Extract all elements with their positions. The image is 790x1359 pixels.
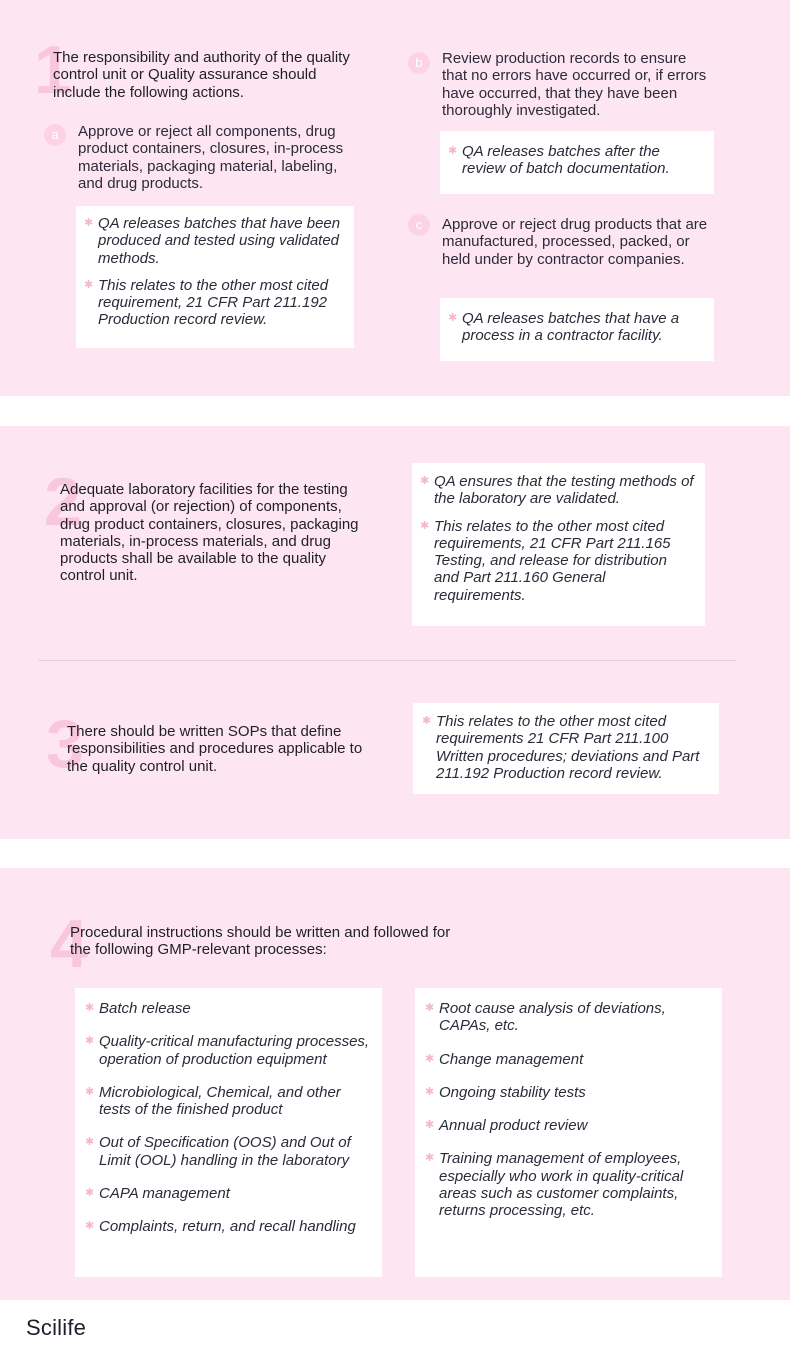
section-2-lead: Adequate laboratory facilities for the testing and approval (or rejection) of components, drug product containers, closures, packaging materials, in-process materials, and drug products shall be available to the quality control unit. bbox=[60, 481, 359, 585]
item-c-text: Approve or reject drug products that are manufactured, processed, packed, or held under by contractor companies. bbox=[442, 216, 708, 268]
item-a-notes-card bbox=[76, 206, 354, 348]
asterisk-icon: ✱ bbox=[85, 1035, 95, 1048]
process-item: ✱ Change management bbox=[425, 1050, 584, 1068]
item-b-badge: b bbox=[408, 52, 430, 74]
process-item: ✱ Training management of employees, especially who work in quality-critical areas such as customer complaints, returns processing, etc. bbox=[425, 1150, 684, 1220]
section-4-lead: Procedural instructions should be written and followed for the following GMP-relevant processes: bbox=[70, 924, 451, 959]
asterisk-icon: ✱ bbox=[422, 715, 432, 727]
section-4-number: 4 bbox=[50, 906, 88, 982]
item-c-note: ✱ QA releases batches that have a process in a contractor facility. bbox=[448, 310, 680, 345]
asterisk-icon: ✱ bbox=[425, 1119, 435, 1132]
asterisk-icon: ✱ bbox=[425, 1002, 435, 1014]
process-item: ✱ Quality-critical manufacturing processes, operation of production equipment bbox=[85, 1033, 370, 1068]
section-2-number: 2 bbox=[44, 464, 82, 540]
item-b-text: Review production records to ensure that no errors have occurred or, if errors have occurred, that they have been thoroughly investigated. bbox=[442, 50, 707, 119]
asterisk-icon: ✱ bbox=[85, 1085, 95, 1098]
process-item: ✱ Annual product review bbox=[425, 1117, 588, 1135]
item-a-note: ✱ QA releases batches that have been produced and tested using validated methods. bbox=[84, 215, 341, 267]
asterisk-icon: ✱ bbox=[85, 1220, 95, 1233]
asterisk-icon: ✱ bbox=[425, 1052, 435, 1065]
section-2-note: ✱ QA ensures that the testing methods of the laboratory are validated. bbox=[420, 473, 694, 508]
section-1-number: 1 bbox=[34, 32, 72, 108]
process-item: ✱ CAPA management bbox=[85, 1185, 230, 1203]
process-item: ✱ Ongoing stability tests bbox=[425, 1083, 586, 1101]
process-item: ✱ Root cause analysis of deviations, CAPAs, etc. bbox=[425, 1000, 666, 1035]
process-item: ✱ Microbiological, Chemical, and other tests of the finished product bbox=[85, 1083, 341, 1119]
section-4-left-card bbox=[75, 988, 382, 1277]
item-c-notes-card bbox=[440, 298, 714, 361]
asterisk-icon: ✱ bbox=[85, 1002, 95, 1014]
item-b-note: ✱ QA releases batches after the review of batch documentation. bbox=[448, 143, 670, 178]
section-2-notes-card bbox=[412, 463, 705, 626]
asterisk-icon: ✱ bbox=[448, 312, 458, 324]
asterisk-icon: ✱ bbox=[448, 145, 458, 157]
section-3-lead: There should be written SOPs that define responsibilities and procedures applicable to the quality control unit. bbox=[67, 723, 363, 775]
item-c-badge: c bbox=[408, 214, 430, 236]
item-a-note: ✱ This relates to the other most cited requirement, 21 CFR Part 211.192 Production record review. bbox=[84, 276, 329, 329]
section-3-note: ✱ This relates to the other most cited requirements 21 CFR Part 211.100 Written procedures; deviations and Part 211.192 Production record review. bbox=[422, 713, 700, 782]
item-a-text: Approve or reject all components, drug product containers, closures, in-process materials, packaging material, labeling, and drug products. bbox=[78, 123, 344, 192]
brand-logo: Scilife bbox=[26, 1315, 87, 1340]
section-2-note: ✱ This relates to the other most cited requirements, 21 CFR Part 211.165 Testing, and release for distribution and Part 211.160 General requirements. bbox=[420, 517, 671, 604]
asterisk-icon: ✱ bbox=[425, 1085, 435, 1098]
process-item: ✱ Batch release bbox=[85, 1000, 191, 1017]
asterisk-icon: ✱ bbox=[85, 1187, 95, 1200]
item-b-notes-card bbox=[440, 131, 714, 194]
asterisk-icon: ✱ bbox=[420, 519, 430, 532]
asterisk-icon: ✱ bbox=[425, 1152, 435, 1165]
item-a-badge: a bbox=[44, 124, 66, 146]
process-item: ✱ Complaints, return, and recall handling bbox=[85, 1218, 356, 1236]
asterisk-icon: ✱ bbox=[420, 475, 430, 487]
section-divider bbox=[38, 660, 736, 661]
section-4-right-card bbox=[415, 988, 722, 1277]
section-3-number: 3 bbox=[46, 706, 84, 782]
process-item: ✱ Out of Specification (OOS) and Out of Limit (OOL) handling in the laboratory bbox=[85, 1134, 351, 1169]
asterisk-icon: ✱ bbox=[85, 1136, 95, 1149]
section-1-lead: The responsibility and authority of the quality control unit or Quality assurance should include the following actions. bbox=[53, 49, 350, 101]
asterisk-icon: ✱ bbox=[84, 278, 94, 291]
asterisk-icon: ✱ bbox=[84, 217, 94, 229]
section-3-notes-card bbox=[413, 703, 719, 794]
